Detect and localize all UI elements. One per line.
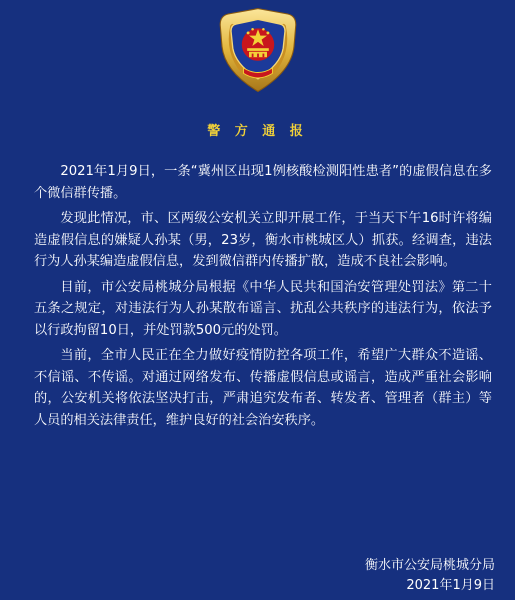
signature-org: 衡水市公安局桃城分局 <box>364 558 495 573</box>
paragraph: 目前，市公安局桃城分局根据《中华人民共和国治安管理处罚法》第二十五条之规定，对违法行为人孙某散布谣言、扰乱公共秩序的违法行为，依法予以行政拘留10日，并处罚款500元的处罚。 <box>34 279 492 338</box>
paragraph: 2021年1月9日，一条“冀州区出现1例核酸检测阳性患者”的虚假信息在多个微信群传播。 <box>34 164 492 201</box>
signature-date: 2021年1月9日 <box>406 578 495 593</box>
page-title: 警 方 通 报 <box>207 124 308 139</box>
paragraph: 发现此情况，市、区两级公安机关立即开展工作，于当天下午16时许将编造虚假信息的嫌疑人孙某（男，23岁，衡水市桃城区人）抓获。经调查，违法行为人孙某编造虚假信息，发到微信群内传播扩散，造成不良社会影响。 <box>34 211 492 269</box>
signature-block <box>365 556 495 596</box>
police-emblem-icon <box>213 4 303 96</box>
paragraph: 当前，全市人民正在全力做好疫情防控各项工作，希望广大群众不造谣、不信谣、不传谣。对通过网络发布、传播虚假信息或谣言，造成严重社会影响的，公安机关将依法坚决打击，严肃追究发布者、转发者、管理者（群主）等人员的相关法律责任，维护良好的社会治安秩序。 <box>34 348 492 428</box>
notice-body <box>34 161 492 435</box>
emblem-container <box>0 4 515 100</box>
